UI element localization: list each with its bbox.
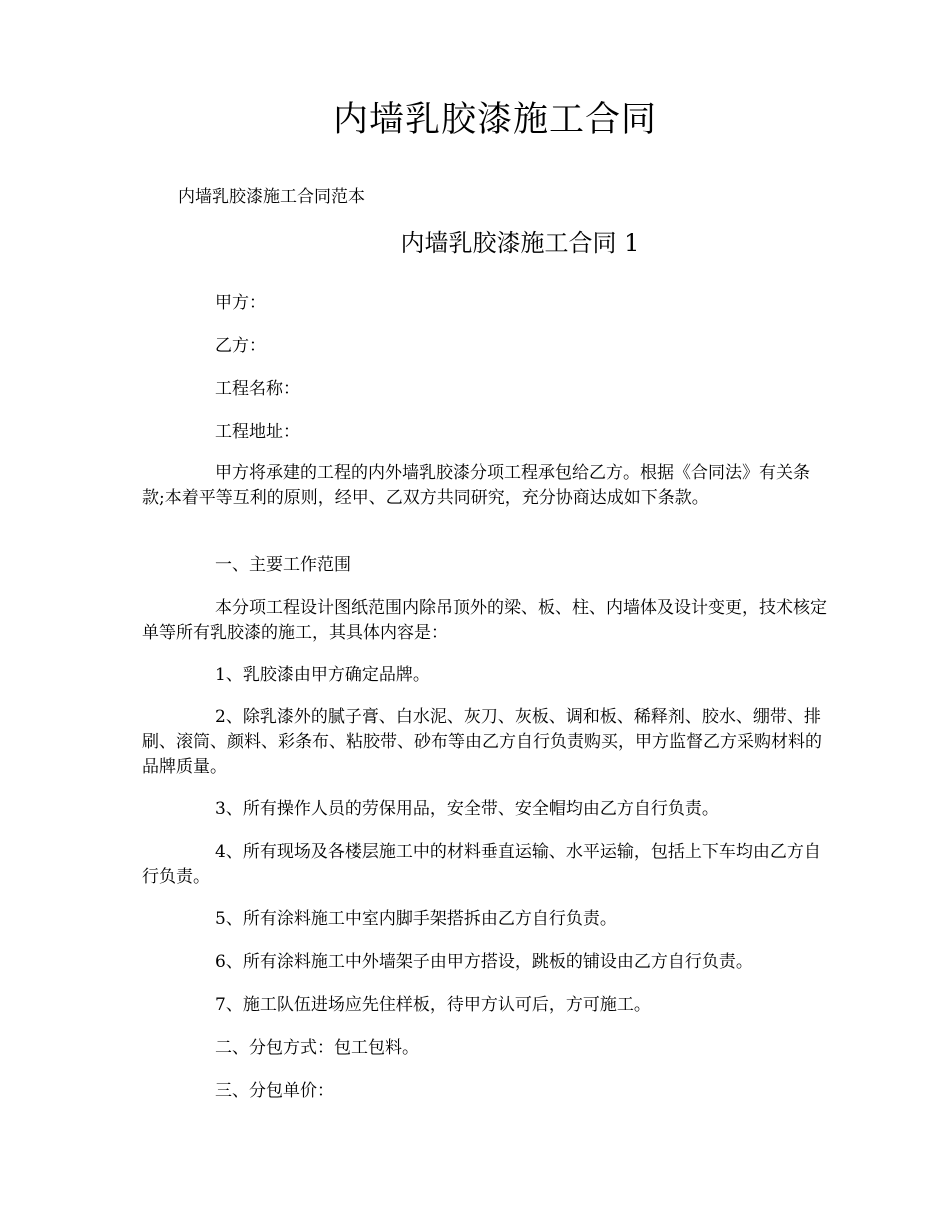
clause-item: 1、乳胶漆由甲方确定品牌。 (215, 665, 430, 685)
document-subtitle: 内墙乳胶漆施工合同范本 (178, 187, 365, 207)
party-b-line: 乙方： (215, 336, 266, 356)
contract-heading: 内墙乳胶漆施工合同 1 (400, 229, 640, 257)
section-heading-method: 二、分包方式：包工包料。 (215, 1038, 419, 1058)
project-address-line: 工程地址： (215, 422, 300, 442)
clause-item: 6、所有涂料施工中外墙架子由甲方搭设，跳板的铺设由乙方自行负责。 (215, 952, 753, 972)
clause-item: 7、施工队伍进场应先住样板，待甲方认可后，方可施工。 (215, 995, 651, 1015)
clause-item: 5、所有涂料施工中室内脚手架搭拆由乙方自行负责。 (215, 909, 617, 929)
section-heading-price: 三、分包单价： (215, 1081, 334, 1101)
project-name-line: 工程名称： (215, 379, 300, 399)
clause-item: 2、除乳漆外的腻子膏、白水泥、灰刀、灰板、调和板、稀释剂、胶水、绷带、排刷、滚筒、颜料、彩条布、粘胶带、砂布等由乙方自行负责购买，甲方监督乙方采购材料的品牌质量。 (142, 707, 822, 777)
document-title: 内墙乳胶漆施工合同 (332, 100, 657, 140)
preamble-paragraph: 甲方将承建的工程的内外墙乳胶漆分项工程承包给乙方。根据《合同法》有关条款;本着平等互利的原则，经甲、乙双方共同研究，充分协商达成如下条款。 (142, 463, 810, 508)
party-a-line: 甲方： (215, 293, 266, 313)
section-heading-scope: 一、主要工作范围 (215, 555, 351, 575)
clause-item: 4、所有现场及各楼层施工中的材料垂直运输、水平运输，包括上下车均由乙方自行负责。 (142, 842, 821, 887)
clause-item: 3、所有操作人员的劳保用品，安全带、安全帽均由乙方自行负责。 (215, 799, 719, 819)
scope-paragraph: 本分项工程设计图纸范围内除吊顶外的梁、板、柱、内墙体及设计变更，技术核定单等所有乳胶漆的施工，其具体内容是： (142, 598, 827, 643)
